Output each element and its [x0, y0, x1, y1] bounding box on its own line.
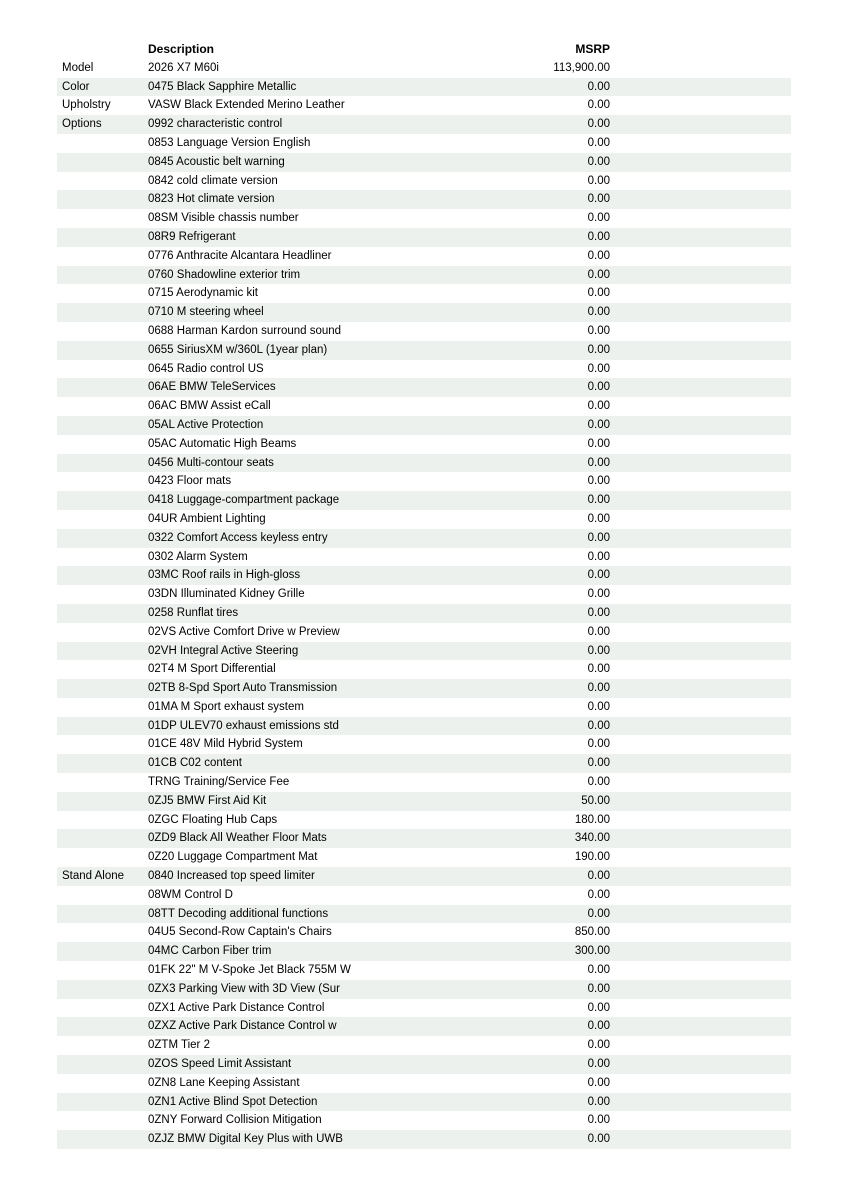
- description-cell: 2026 X7 M60i: [148, 61, 219, 74]
- description-cell: 04MC Carbon Fiber trim: [148, 945, 272, 958]
- description-cell: 05AL Active Protection: [148, 418, 264, 431]
- description-cell: 0ZNY Forward Collision Mitigation: [148, 1114, 322, 1127]
- table-row: [57, 754, 791, 773]
- msrp-cell: 50.00: [581, 794, 610, 807]
- msrp-cell: 0.00: [587, 136, 610, 149]
- category-cell: [57, 604, 148, 623]
- table-row: [57, 942, 791, 961]
- spacer-cell: [610, 886, 791, 905]
- description-cell: VASW Black Extended Merino Leather: [148, 99, 345, 112]
- spacer-cell: [610, 585, 791, 604]
- spacer-cell: [610, 923, 791, 942]
- msrp-cell: 0.00: [587, 80, 610, 93]
- table-row: [57, 134, 791, 153]
- description-cell: TRNG Training/Service Fee: [148, 776, 290, 789]
- table-row: [57, 773, 791, 792]
- msrp-cell: 0.00: [587, 588, 610, 601]
- description-cell: 0840 Increased top speed limiter: [148, 870, 315, 883]
- table-row: [57, 848, 791, 867]
- msrp-cell: 0.00: [587, 1020, 610, 1033]
- msrp-cell: 0.00: [587, 870, 610, 883]
- spacer-cell: [610, 266, 791, 285]
- category-cell: [57, 980, 148, 999]
- spacer-cell: [610, 1130, 791, 1149]
- description-column-header: Description: [148, 42, 215, 56]
- category-cell: [57, 209, 148, 228]
- description-cell: 08R9 Refrigerant: [148, 230, 236, 243]
- table-row: [57, 472, 791, 491]
- msrp-cell: 0.00: [587, 306, 610, 319]
- description-cell: 04U5 Second-Row Captain's Chairs: [148, 926, 332, 939]
- description-cell: 0688 Harman Kardon surround sound: [148, 324, 342, 337]
- category-cell: [57, 491, 148, 510]
- category-cell: [57, 717, 148, 736]
- category-cell: [57, 792, 148, 811]
- description-cell: 0842 cold climate version: [148, 174, 278, 187]
- table-row: [57, 303, 791, 322]
- table-row: [57, 228, 791, 247]
- table-row: [57, 1074, 791, 1093]
- table-row: [57, 604, 791, 623]
- description-cell: 0ZOS Speed Limit Assistant: [148, 1058, 292, 1071]
- category-cell: [57, 172, 148, 191]
- table-row: [57, 698, 791, 717]
- category-cell: [57, 942, 148, 961]
- spacer-cell: [610, 510, 791, 529]
- msrp-cell: 0.00: [587, 719, 610, 732]
- category-cell: [57, 1093, 148, 1112]
- table-row: [57, 566, 791, 585]
- description-cell: 04UR Ambient Lighting: [148, 512, 266, 525]
- spacer-cell: [610, 1036, 791, 1055]
- spacer-column-header: [610, 40, 791, 59]
- description-cell: 0710 M steering wheel: [148, 306, 264, 319]
- category-cell: [57, 811, 148, 830]
- spacer-cell: [610, 604, 791, 623]
- spacer-cell: [610, 134, 791, 153]
- msrp-cell: 0.00: [587, 1001, 610, 1014]
- category-cell: [57, 153, 148, 172]
- spacer-cell: [610, 829, 791, 848]
- category-cell: [57, 1074, 148, 1093]
- table-row: [57, 905, 791, 924]
- category-cell: [57, 566, 148, 585]
- msrp-cell: 0.00: [587, 982, 610, 995]
- spacer-cell: [610, 491, 791, 510]
- category-cell: [57, 303, 148, 322]
- description-cell: 0655 SiriusXM w/360L (1year plan): [148, 343, 328, 356]
- category-cell: Color: [62, 80, 90, 93]
- spacer-cell: [610, 792, 791, 811]
- msrp-cell: 0.00: [587, 118, 610, 131]
- table-row: [57, 980, 791, 999]
- category-cell: [57, 472, 148, 491]
- spacer-cell: [610, 679, 791, 698]
- msrp-cell: 0.00: [587, 343, 610, 356]
- description-cell: 01CE 48V Mild Hybrid System: [148, 738, 303, 751]
- description-cell: 0992 characteristic control: [148, 118, 283, 131]
- table-row: [57, 660, 791, 679]
- category-cell: [57, 698, 148, 717]
- category-cell: [57, 228, 148, 247]
- msrp-cell: 0.00: [587, 381, 610, 394]
- msrp-cell: 0.00: [587, 738, 610, 751]
- table-row: [57, 529, 791, 548]
- category-cell: [57, 679, 148, 698]
- category-cell: [57, 754, 148, 773]
- category-cell: [57, 266, 148, 285]
- msrp-cell: 0.00: [587, 569, 610, 582]
- msrp-cell: 0.00: [587, 1058, 610, 1071]
- description-cell: 0302 Alarm System: [148, 550, 248, 563]
- msrp-column-header: MSRP: [575, 42, 610, 56]
- msrp-cell: 340.00: [574, 832, 610, 845]
- description-cell: 0776 Anthracite Alcantara Headliner: [148, 249, 332, 262]
- category-cell: [57, 134, 148, 153]
- table-row: [57, 548, 791, 567]
- table-row: [57, 360, 791, 379]
- category-cell: [57, 454, 148, 473]
- msrp-cell: 0.00: [587, 512, 610, 525]
- spacer-cell: [610, 642, 791, 661]
- spacer-cell: [610, 228, 791, 247]
- description-cell: 01MA M Sport exhaust system: [148, 700, 304, 713]
- msrp-cell: 0.00: [587, 362, 610, 375]
- msrp-cell: 0.00: [587, 437, 610, 450]
- spacer-cell: [610, 698, 791, 717]
- description-cell: 0475 Black Sapphire Metallic: [148, 80, 297, 93]
- description-cell: 06AC BMW Assist eCall: [148, 400, 271, 413]
- description-cell: 0ZN1 Active Blind Spot Detection: [148, 1095, 318, 1108]
- description-cell: 0823 Hot climate version: [148, 193, 275, 206]
- msrp-cell: 180.00: [574, 813, 610, 826]
- table-row: [57, 510, 791, 529]
- table-row: [57, 247, 791, 266]
- table-row: [57, 961, 791, 980]
- description-cell: 06AE BMW TeleServices: [148, 381, 276, 394]
- msrp-cell: 0.00: [587, 907, 610, 920]
- msrp-cell: 0.00: [587, 682, 610, 695]
- description-cell: 0Z20 Luggage Compartment Mat: [148, 851, 318, 864]
- msrp-cell: 190.00: [574, 851, 610, 864]
- vehicle-spec-table: [57, 40, 791, 1149]
- description-cell: 01DP ULEV70 exhaust emissions std: [148, 719, 339, 732]
- spacer-cell: [610, 341, 791, 360]
- table-row: [57, 717, 791, 736]
- description-cell: 0258 Runflat tires: [148, 606, 239, 619]
- category-cell: [57, 1055, 148, 1074]
- msrp-cell: 0.00: [587, 1133, 610, 1146]
- spacer-cell: [610, 96, 791, 115]
- table-header-row: [57, 40, 791, 59]
- spacer-cell: [610, 416, 791, 435]
- category-cell: [57, 510, 148, 529]
- description-cell: 0ZX3 Parking View with 3D View (Sur: [148, 982, 340, 995]
- table-row: [57, 1111, 791, 1130]
- table-row: [57, 454, 791, 473]
- category-cell: [57, 1111, 148, 1130]
- msrp-cell: 0.00: [587, 418, 610, 431]
- category-cell: [57, 923, 148, 942]
- description-cell: 0418 Luggage-compartment package: [148, 494, 340, 507]
- table-row: [57, 266, 791, 285]
- category-cell: [57, 886, 148, 905]
- description-cell: 08TT Decoding additional functions: [148, 907, 329, 920]
- spacer-cell: [610, 660, 791, 679]
- msrp-cell: 0.00: [587, 644, 610, 657]
- msrp-cell: 0.00: [587, 606, 610, 619]
- description-cell: 08SM Visible chassis number: [148, 212, 299, 225]
- spacer-cell: [610, 247, 791, 266]
- spacer-cell: [610, 529, 791, 548]
- table-row: [57, 679, 791, 698]
- category-cell: [57, 773, 148, 792]
- spacer-cell: [610, 172, 791, 191]
- table-row: [57, 59, 791, 78]
- table-row: [57, 397, 791, 416]
- category-cell: [57, 585, 148, 604]
- msrp-cell: 0.00: [587, 663, 610, 676]
- table-row: [57, 811, 791, 830]
- msrp-cell: 0.00: [587, 531, 610, 544]
- description-cell: 0322 Comfort Access keyless entry: [148, 531, 328, 544]
- description-cell: 01CB C02 content: [148, 757, 242, 770]
- description-cell: 0ZGC Floating Hub Caps: [148, 813, 278, 826]
- table-row: [57, 341, 791, 360]
- category-column-header: [57, 40, 148, 59]
- table-row: [57, 1017, 791, 1036]
- table-row: [57, 642, 791, 661]
- spacer-cell: [610, 190, 791, 209]
- category-cell: Options: [62, 118, 102, 131]
- msrp-cell: 0.00: [587, 174, 610, 187]
- spacer-cell: [610, 78, 791, 97]
- msrp-cell: 0.00: [587, 268, 610, 281]
- spacer-cell: [610, 848, 791, 867]
- msrp-cell: 0.00: [587, 888, 610, 901]
- category-cell: [57, 247, 148, 266]
- table-row: [57, 1055, 791, 1074]
- table-row: [57, 78, 791, 97]
- description-cell: 0760 Shadowline exterior trim: [148, 268, 301, 281]
- spacer-cell: [610, 1111, 791, 1130]
- table-row: [57, 209, 791, 228]
- category-cell: [57, 642, 148, 661]
- msrp-cell: 850.00: [574, 926, 610, 939]
- description-cell: 0853 Language Version English: [148, 136, 311, 149]
- spacer-cell: [610, 435, 791, 454]
- msrp-cell: 0.00: [587, 249, 610, 262]
- spacer-cell: [610, 548, 791, 567]
- msrp-cell: 0.00: [587, 494, 610, 507]
- msrp-cell: 0.00: [587, 475, 610, 488]
- msrp-cell: 0.00: [587, 1095, 610, 1108]
- description-cell: 05AC Automatic High Beams: [148, 437, 297, 450]
- msrp-cell: 0.00: [587, 212, 610, 225]
- description-cell: 0ZD9 Black All Weather Floor Mats: [148, 832, 327, 845]
- spacer-cell: [610, 472, 791, 491]
- table-body: [57, 59, 791, 1149]
- spacer-cell: [610, 360, 791, 379]
- description-cell: 08WM Control D: [148, 888, 233, 901]
- table-row: [57, 96, 791, 115]
- spacer-cell: [610, 905, 791, 924]
- msrp-cell: 0.00: [587, 1114, 610, 1127]
- table-row: [57, 378, 791, 397]
- spacer-cell: [610, 1055, 791, 1074]
- spacer-cell: [610, 999, 791, 1018]
- spacer-cell: [610, 623, 791, 642]
- spacer-cell: [610, 209, 791, 228]
- category-cell: [57, 999, 148, 1018]
- description-cell: 02T4 M Sport Differential: [148, 663, 276, 676]
- spacer-cell: [610, 284, 791, 303]
- category-cell: [57, 548, 148, 567]
- msrp-cell: 300.00: [574, 945, 610, 958]
- spacer-cell: [610, 1017, 791, 1036]
- table-row: [57, 829, 791, 848]
- category-cell: [57, 416, 148, 435]
- category-cell: [57, 660, 148, 679]
- description-cell: 02VS Active Comfort Drive w Preview: [148, 625, 340, 638]
- category-cell: [57, 397, 148, 416]
- description-cell: 0ZJ5 BMW First Aid Kit: [148, 794, 267, 807]
- description-cell: 01FK 22" M V-Spoke Jet Black 755M W: [148, 964, 351, 977]
- msrp-cell: 0.00: [587, 456, 610, 469]
- spacer-cell: [610, 378, 791, 397]
- category-cell: [57, 435, 148, 454]
- msrp-cell: 113,900.00: [553, 61, 610, 74]
- table-row: [57, 735, 791, 754]
- spacer-cell: [610, 961, 791, 980]
- category-cell: [57, 735, 148, 754]
- description-cell: 0ZN8 Lane Keeping Assistant: [148, 1076, 300, 1089]
- msrp-cell: 0.00: [587, 287, 610, 300]
- category-cell: [57, 1036, 148, 1055]
- spacer-cell: [610, 454, 791, 473]
- table-row: [57, 115, 791, 134]
- spacer-cell: [610, 717, 791, 736]
- msrp-cell: 0.00: [587, 1039, 610, 1052]
- table-row: [57, 435, 791, 454]
- category-cell: [57, 341, 148, 360]
- description-cell: 03MC Roof rails in High-gloss: [148, 569, 301, 582]
- spacer-cell: [610, 735, 791, 754]
- msrp-cell: 0.00: [587, 400, 610, 413]
- description-cell: 02VH Integral Active Steering: [148, 644, 299, 657]
- category-cell: [57, 529, 148, 548]
- table-row: [57, 190, 791, 209]
- table-row: [57, 172, 791, 191]
- spacer-cell: [610, 754, 791, 773]
- table-row: [57, 1036, 791, 1055]
- spacer-cell: [610, 942, 791, 961]
- description-cell: 0ZTM Tier 2: [148, 1039, 210, 1052]
- category-cell: [57, 190, 148, 209]
- msrp-cell: 0.00: [587, 550, 610, 563]
- category-cell: [57, 1130, 148, 1149]
- table-row: [57, 886, 791, 905]
- category-cell: [57, 961, 148, 980]
- spacer-cell: [610, 1093, 791, 1112]
- table-row: [57, 322, 791, 341]
- msrp-cell: 0.00: [587, 99, 610, 112]
- table-row: [57, 623, 791, 642]
- description-cell: 03DN Illuminated Kidney Grille: [148, 588, 305, 601]
- description-cell: 0845 Acoustic belt warning: [148, 155, 285, 168]
- description-cell: 0456 Multi-contour seats: [148, 456, 274, 469]
- spacer-cell: [610, 115, 791, 134]
- msrp-cell: 0.00: [587, 230, 610, 243]
- table-row: [57, 491, 791, 510]
- category-cell: [57, 623, 148, 642]
- msrp-cell: 0.00: [587, 776, 610, 789]
- msrp-cell: 0.00: [587, 155, 610, 168]
- spacer-cell: [610, 773, 791, 792]
- msrp-cell: 0.00: [587, 1076, 610, 1089]
- msrp-cell: 0.00: [587, 625, 610, 638]
- spacer-cell: [610, 59, 791, 78]
- spacer-cell: [610, 153, 791, 172]
- category-cell: [57, 829, 148, 848]
- category-cell: [57, 1017, 148, 1036]
- spacer-cell: [610, 980, 791, 999]
- table-row: [57, 1093, 791, 1112]
- msrp-cell: 0.00: [587, 324, 610, 337]
- spacer-cell: [610, 397, 791, 416]
- category-cell: Stand Alone: [62, 870, 125, 883]
- description-cell: 02TB 8-Spd Sport Auto Transmission: [148, 682, 338, 695]
- table-row: [57, 585, 791, 604]
- table-row: [57, 416, 791, 435]
- msrp-cell: 0.00: [587, 757, 610, 770]
- category-cell: Model: [62, 61, 94, 74]
- description-cell: 0423 Floor mats: [148, 475, 232, 488]
- table-row: [57, 284, 791, 303]
- msrp-cell: 0.00: [587, 700, 610, 713]
- category-cell: [57, 322, 148, 341]
- table-row: [57, 1130, 791, 1149]
- category-cell: [57, 905, 148, 924]
- description-cell: 0ZX1 Active Park Distance Control: [148, 1001, 325, 1014]
- table-row: [57, 867, 791, 886]
- description-cell: 0ZJZ BMW Digital Key Plus with UWB: [148, 1133, 343, 1146]
- category-cell: [57, 378, 148, 397]
- description-cell: 0645 Radio control US: [148, 362, 264, 375]
- msrp-cell: 0.00: [587, 193, 610, 206]
- spacer-cell: [610, 303, 791, 322]
- category-cell: [57, 360, 148, 379]
- table-row: [57, 923, 791, 942]
- spacer-cell: [610, 322, 791, 341]
- spacer-cell: [610, 867, 791, 886]
- table-row: [57, 792, 791, 811]
- table-row: [57, 153, 791, 172]
- description-cell: 0715 Aerodynamic kit: [148, 287, 258, 300]
- spacer-cell: [610, 566, 791, 585]
- spacer-cell: [610, 811, 791, 830]
- category-cell: [57, 848, 148, 867]
- table-row: [57, 999, 791, 1018]
- category-cell: [57, 284, 148, 303]
- spacer-cell: [610, 1074, 791, 1093]
- category-cell: Upholstry: [62, 99, 111, 112]
- msrp-cell: 0.00: [587, 964, 610, 977]
- description-cell: 0ZXZ Active Park Distance Control w: [148, 1020, 337, 1033]
